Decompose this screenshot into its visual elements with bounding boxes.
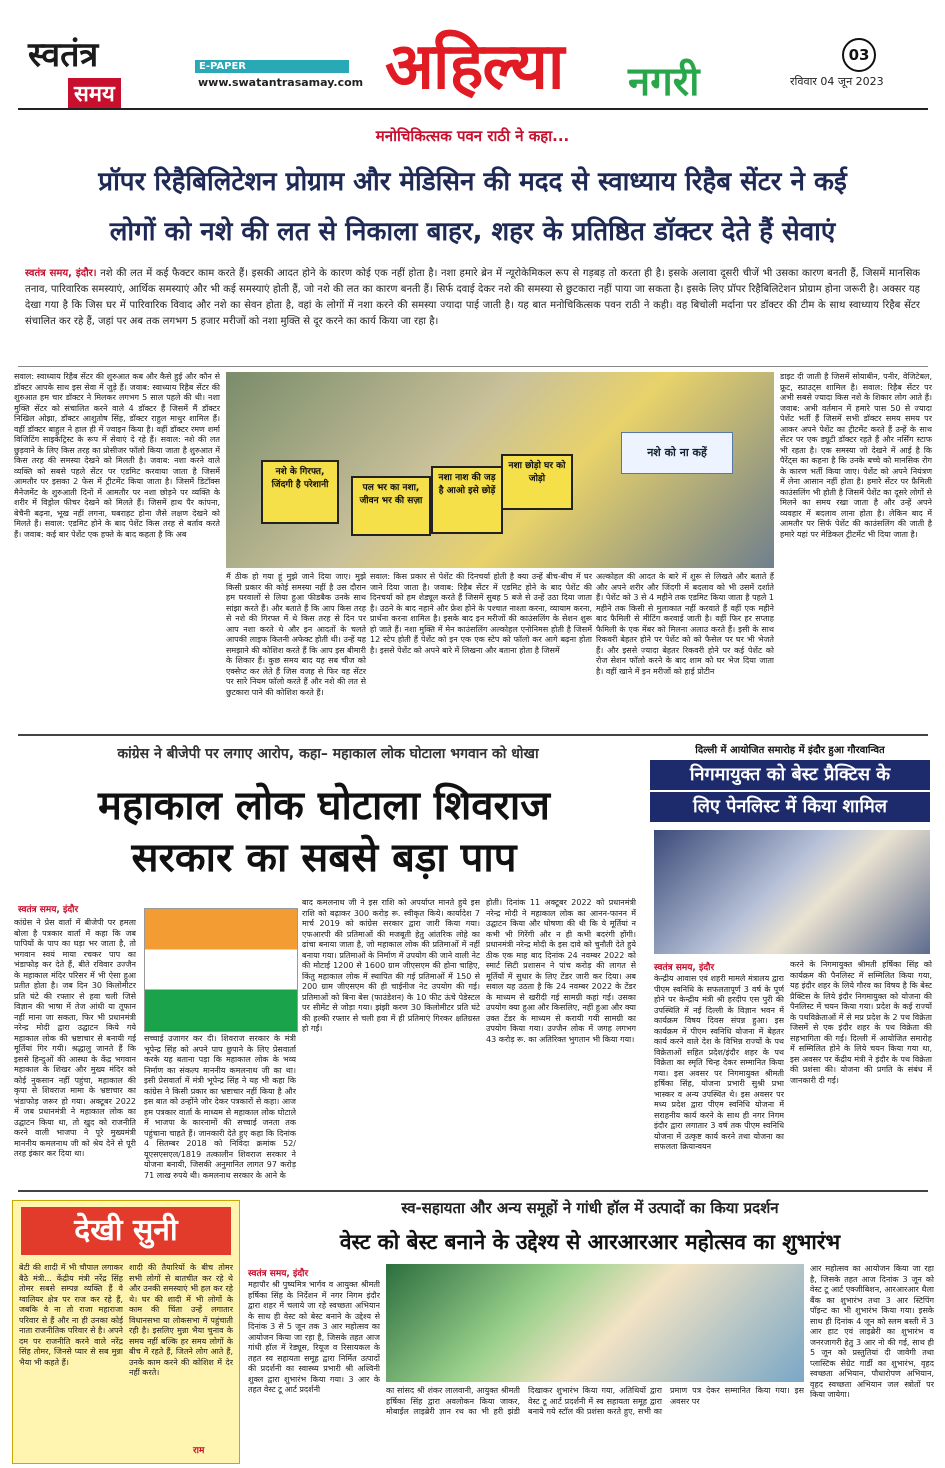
story2-side-badge: दिल्ली में आयोजित समारोह में इंदौर हुआ गौरवान्वित bbox=[695, 745, 885, 756]
site-url[interactable]: www.swatantrasamay.com bbox=[198, 76, 364, 89]
story1-headline-line1: प्रॉपर रिहैबिलिटेशन प्रोग्राम और मेडिसिन की मदद से स्वाध्याय रिहैब सेंटर ने कई bbox=[98, 167, 847, 197]
story1-intro bbox=[25, 266, 920, 362]
story1-intro-text: नशे की लत में कई फैक्टर काम करते हैं। इसकी आदत होने के कारण कोई एक नहीं होता है। नशा हमारे ब्रेन में न्यूरोकेमिकल रूप से गड़बड़ तो करता ही है। इसके अलावा दूसरी चीजें भी उसका कारण बनती हैं, जिसमें मानसिक तनाव, पारिवारिक समस्याएं, आर्थिक समस्याएं और भी कई समस्याएं होती हैं, जो नशे की लत का कारण बनती हैं। सिर्फ दवाई देकर नशे की समस्या से छुटकारा नहीं पाया जा सकता है। इसके लिए प्रॉपर रिहैबिलिटेशन प्रोग्राम होना जरूरी है। अक्सर यह देखा गया है कि जिस घर में पारिवारिक विवाद और नशे का सेवन होता है, वहां के लोगों में नशा करने की समस्या ज्यादा पाई जाती है। यह बात मनोचिकित्सक पवन राठी ने कही। वह बिचोली मर्दाना पर डॉक्टर की टीम के साथ स्वाध्याय रिहैब सेंटर संचालित कर रहे हैं, जहां पर अब तक लगभग 5 हजार मरीजों को नशा मुक्ति से दूर करने का कार्य किया जा रहा है। bbox=[25, 268, 920, 327]
dekhi-suni-text2: शादी की तैयारियों के बीच तोमर सभी लोगों से बातचीत कर रहे थे और उनकी समस्याएं भी हल कर रहे थे। घर की शादी में भी लोगों के काम की चिंता उन्हें लगातार विधानसभा या लोकसभा में पहुंचाती रही है। इसलिए मुन्ना भैया चुनाव के समय नहीं बल्कि हर समय लोगों के बीच में रहते हैं, जितने लोग आते हैं, उनके काम करने की कोशिश में देर नहीं करते। bbox=[129, 1263, 233, 1377]
page-number: 03 bbox=[842, 38, 876, 72]
photo-sign: पल भर का नशा, जीवन भर की सज़ा bbox=[351, 476, 431, 536]
brand-top: स्वतंत्र bbox=[28, 35, 99, 75]
story1-kicker: मनोचिकित्सक पवन राठी ने कहा... bbox=[375, 127, 570, 145]
story1-photo bbox=[226, 372, 774, 568]
masthead-title: अहिल्या bbox=[385, 30, 564, 104]
masthead-subtitle: नगरी bbox=[628, 59, 700, 105]
story3-caption: का सांसद श्री शंकर लालवानी, आयुक्त श्रीमती हर्षिका सिंह द्वारा अवलोकन किया जाकर, मोबाईल लाइब्रेरी ज्ञान रथ का भी हरी झंडी दिखाकर शुभारंभ किया गया, अतिथियों द्वारा वेस्ट टू आर्ट प्रदर्शनी में स्व सहायता समूह द्वारा बनाये गये स्टॉल की प्रशंसा करते हुए, सभी का प्रमाण पत्र देकर सम्मानित किया गया। इस अवसर पर bbox=[386, 1386, 804, 1416]
story3-kicker: स्व-सहायता और अन्य समूहों ने गांधी हॉल में उत्पादों का किया प्रदर्शन bbox=[401, 1199, 779, 1217]
story2-col4: होती। दिनांक 11 अक्टूबर 2022 को प्रधानमंत्री नरेन्द्र मोदी ने महाकाल लोक का आनन-फानन में उद्घाटन किया और घोषणा की थी कि ये मूर्तियां न कभी भी गिरेंगी और न ही कभी बदरंगी होंगी। प्रधानमंत्री नरेन्द्र मोदी के इस दावे को चुनौती देते हुये ठीक एक माह बाद दिनांक 24 नवम्बर 2022 को स्मार्ट सिटी प्रशासन ने पांच करोड़ की लागत से मूर्तियों में सुधार के लिए टेंडर जारी कर दिया। अब सवाल यह उठता है कि 24 नवम्बर 2022 के टेंडर के माध्यम से खरीदी गई सामग्री कहां गई। उसका उपयोग क्या हुआ और किसलिए, नहीं हुआ और क्या उक्त टेंडर के माध्यम से करायी गयी सामग्री का उपयोग किया गया। उज्जैन लोक में जगह लगभग 43 करोड़ रू. का अतिरिक्त भुगतान भी किया गया। bbox=[486, 898, 636, 1044]
dekhi-suni-title: देखी सुनी bbox=[21, 1207, 231, 1255]
story1-col2: मैं ठीक हो गया हूं मुझे जाने दिया जाए। मुझे किसी प्रकार की कोई समस्या नहीं है उस दौरान हम घरवालों से लिया हुआ फीडबैक उनके साथ सांझा करते हैं। और बताते हैं कि आप किस तरह से नशे की गिरफ्त में थे किस तरह से दिन पर आप नशा करते थे और इन आदतों के चलते आपकी लाइफ कितनी अफेक्ट होती थी। उन्हें यह समझाने की कोशिश करते हैं कि आप इस बीमारी के शिकार हैं। कुछ समय बाद यह सब चीज को एक्सेप्ट कर लेते हैं जिस वजह से फिर वह सेंटर पर सारे नियम फॉलो करते हैं और नशे की लत से छुटकारा पाने की कोशिश करते हैं। bbox=[226, 572, 366, 697]
dekhi-suni-text1: बेटी की शादी में भी चौपाल लगाकर बैठे मंत्री... केंद्रीय मंत्री नरेंद्र सिंह तोमर सबसे सम्पन्न व्यक्ति हैं वे ग्वालियर क्षेत्र पर राज कर रहे हैं, जबकि वे ना तो राजा महाराजा परिवार से हैं और ना ही उनका कोई नाता राजनीतिक परिवार से है। अपने दम पर राजनीति करने वाले नरेंद्र सिंह तोमर, जिनसे प्यार से सब मुन्ना भैया भी कहते हैं। bbox=[19, 1263, 123, 1367]
story2-byline: स्वतंत्र समय, इंदौर bbox=[18, 905, 79, 915]
epaper-badge: E-PAPER bbox=[195, 60, 349, 73]
photo-banner: नशे को ना कहें bbox=[621, 432, 733, 474]
photo-sign: नशा नाश की जड़ है आओ इसे छोड़ें bbox=[431, 466, 503, 534]
story2-side-byline: स्वतंत्र समय, इंदौर bbox=[654, 963, 715, 973]
story1-col4: अल्कोहल की आदत के बारे में शुरू से लिखते और बताते हैं और अपने शरीर और जिंदगी में बदलाव को भी उसमें दर्शाते हैं। पेशेंट को 3 से 4 महीने तक एडमिट किया जाता है पहले 1 महीने तक किसी से मुलाकात नहीं करवाते हैं वहीं एक महीने बाद फैमिली से मीटिंग करवाई जाती है। वहीं फिर हर सप्ताह फैमिली के एक मेंबर को मिलना अलाउ करते हैं। इसी के साथ रिकवरी बेहतर होने पर पेशेंट को को फैसेल पर घर भी भेजते हैं। और इससे ज्यादा बेहतर रिकवरी होने पर कई पेशेंट को रोज सेशन फॉलो करने के बाद शाम को घर भेज दिया जाता है। वहीं खाने में इन मरीजों को हाई प्रोटीन bbox=[596, 572, 774, 676]
story3-headline: वेस्ट को बेस्ट बनाने के उद्देश्य से आरआरआर महोत्सव का शुभारंभ bbox=[339, 1230, 841, 1254]
story2-side-headline-line2: लिए पेनलिस्ट में किया शामिल bbox=[650, 792, 930, 822]
story3-byline: स्वतंत्र समय, इंदौर bbox=[248, 1269, 309, 1279]
ceremony-photo bbox=[654, 830, 930, 954]
brand-bottom: समय bbox=[68, 78, 121, 108]
story3-col2: आर महोत्सव का आयोजन किया जा रहा है, जिसके तहत आज दिनांक 3 जून को वेस्ट टू आर्ट एक्जीबिशन, आरआरआर थैला बैंक का शुभारंभ तथा 3 आर स्टिपिंग पॉइन्ट का भी शुभारंभ किया गया। इसके साथ ही दिनांक 4 जून को स्लम बस्ती में 3 आर हाट एवं लाइब्रेरी का शुभारंभ व जनरजागरी हेतु 3 आर नो की गई, साथ ही 5 जून को प्रस्तुतियां दी जावेगी तथा प्लास्टिक सेग्रेट गार्डी का शुभारंभ, वृहद स्वच्छता अभियान, पौधारोपण अभियान, वृहद स्वच्छता अभियान जल स्त्रोतों पर किया जायेगा। bbox=[810, 1264, 934, 1399]
story1-byline: स्वतंत्र समय, इंदौर। bbox=[25, 268, 97, 279]
masthead bbox=[0, 0, 945, 112]
story2-col1: कांग्रेस ने प्रेस वार्ता में बीजेपी पर हमला बोला है पत्रकार वार्ता में कहा कि जब पापियों के पाप का घड़ा भर जाता है, तो भगवान स्वयं माया रचकर पाप का भंडाफोड़ कर देते हैं, बीते रविवार उज्जैन के महाकाल मंदिर परिसर में भी ऐसा हुआ प्रतीत होता है। जब दिन 30 किलोमीटर प्रति घंटे की रफ्तार से हवा चली जिसे विज्ञान की भाषा में तेज आंधी या तूफान नहीं माना जा सकता, फिर भी प्रधानमंत्री नरेन्द्र मोदी द्वारा उद्घाटन किये गये महाकाल लोक की भ्रष्टाचार से बनायी गई मूर्तियां गिर गयी। श्रद्धालु जानते हैं कि इससे हिन्दुओं की आस्था के केंद्र भगवान महाकाल के शिखर और मुख्य मंदिर को कोई नुकसान नहीं पहुंचा, महाकाल की कृपा से शिवराज मामा के भ्रष्टाचार का भंडाफोड़ जरूर हो गया। अक्टूबर 2022 में जब प्रधानमंत्री ने महाकाल लोक का उद्घाटन किया था, तो खुद को राजनीति करने वाली भाजपा ने पूरे मुख्यमंत्री माननीय कमलनाथ जी को श्रेय देने से पूरी तरह इंकार कर दिया था। bbox=[14, 918, 136, 1158]
story2-col5: करने के निगमायुक्त श्रीमती हर्षिका सिंह को कार्यक्रम की पैनलिस्ट में सम्मिलित किया गया, यह इंदौर शहर के लिये गौरव का विषय है कि बेस्ट प्रैक्टिस के लिये इंदौर निगमायुक्त को योजना की पैनलिस्ट में चयन किया गया। प्रदेश के कई राज्यों के पथविक्रेताओं में से मप्र प्रदेश के 2 पथ विक्रेता जिसमें से एक इंदौर शहर के पथ विक्रेता की सहभागिता की गई। दिल्ली में आयोजित समारोह में सम्मिलित होने के लिये चयन किया गया था, इस अवसर पर केंद्रीय मंत्री ने इंदौर के पथ विक्रेता की प्रशंसा की। योजना की प्रगति के संबंध में जानकारी दी गई। bbox=[790, 960, 932, 1085]
date: रविवार 04 जून 2023 bbox=[790, 75, 884, 88]
event-photo bbox=[386, 1264, 804, 1382]
story2-col3: बाद कमलनाथ जी ने इस राशि को अपर्याप्त मानते हुये इस राशि को बढ़ाकर 300 करोड़ रू. स्वीकृत किये। कार्यादेश 7 मार्च 2019 को कांग्रेस सरकार द्वारा जारी किया गया। एफआरपी की प्रतिमाओं की मजबूती हेतु आंतरिक लोहे का ढांचा बनाया जाता है, जो महाकाल लोक की प्रतिमाओं में नहीं बनाया गया। प्रतिमाओं के निर्माण में उपयोग की जाने वाली नेट की मोटाई 1200 से 1600 ग्राम जीएसएम की होना चाहिए, किंतु महाकाल लोक में स्थापित की गई प्रतिमाओं में 150 से 200 ग्राम जीएसएम की ही चाईनीज नेट उपयोग की गई। प्रतिमाओं को बिना बेस (फाउंडेशन) के 10 फीट ऊंचे पेडेस्टल पर सीमेंट से जोड़ा गया। झंझी करण 30 किलोमीटर प्रति घंटे की हल्की रफ्तार से चली हवा में ही प्रतिमाएं गिरकर क्षतिग्रस्त हो गईं। bbox=[302, 898, 480, 1033]
dekhi-suni-sign: राम bbox=[193, 1446, 205, 1456]
story1-headline-line2: लोगों को नशे की लत से निकाला बाहर, शहर के प्रतिष्ठित डॉक्टर देते हैं सेवाएं bbox=[109, 217, 836, 247]
photo-sign: नशा छोड़ो घर को जोड़ो bbox=[501, 454, 573, 510]
story1-col1: सवाल: स्वाध्याय रिहैब सेंटर की शुरुआत कब और कैसे हुई और कौन से डॉक्टर आपके साथ इस सेवा में जुड़े हैं। जवाब: स्वाध्याय रिहैब सेंटर की शुरुआत हम चार डॉक्टर ने मिलकर लगभग 5 साल पहले की थी। नशा मुक्ति सेंटर को संचालित करने वाले 4 डॉक्टर हैं जिसमें मैं डॉक्टर निखिल ओझा, डॉक्टर आशुतोष सिंह, डॉक्टर राहुल माथुर शामिल हैं। वहीं डॉक्टर बाहुल ने हाल ही में ज्वाइन किया है। वहीं डॉक्टर रमण शर्मा विजिटिंग साइकेट्रिस्ट के रूप में सेवाएं दे रहे हैं। सवाल: नशे की लत छुड़वाने के लिए किस तरह का प्रोसीजर फॉलो किया जाता है शुरुआत में किस तरह की समस्या देखने को मिलती है। जवाब: नशा करने वाले व्यक्ति को सबसे पहले सेंटर पर एडमिट करवाया जाता है जिसमें आमतौर पर इसका 2 फेस में ट्रीटमेंट किया जाता है। जिसमें डिटॉक्स मैनेजमेंट के शुरुआती दिनों में आमतौर पर नशा छोड़ने पर व्यक्ति के शरीर में विड्रोल फीचर देखने को मिलते हैं। जिसमें हाथ पैर कांपना, बेचैनी बढ़ना, भूख नहीं लगना, घबराहट होना जैसे लक्षण देखने को मिलते हैं। सवाल: एडमिट होने के बाद पेशेंट किस तरह से बर्ताव करते हैं। जवाब: कई बार पेशेंट एक हफ्ते के बाद कहता है कि अब bbox=[14, 372, 220, 539]
story2-col2: सच्चाई उजागर कर दी। शिवराज सरकार के मंत्री भूपेन्द्र सिंह को अपने पाप छुपाने के लिए प्रेसवार्ता करके यह बताना पड़ा कि महाकाल लोक के भव्य निर्माण का संकल्प माननीय कमलनाथ जी का था। इसी प्रेसवार्ता में मंत्री भूपेन्द्र सिंह ने यह भी कहा कि कांग्रेस ने किसी प्रकार का भ्रष्टाचार नहीं किया है और इस बात को उन्होंने जोर देकर पत्रकारों से कहा। आज हम पत्रकार वार्ता के माध्यम से महाकाल लोक घोटाले में भाजपा के कारनामों की सच्चाई जनता तक पहुंचाना चाहते हैं। जानकारी देते हुए कहा कि दिनांक 4 सितम्बर 2018 को निविदा क्रमांक 52/ यूएसएसएल/1819 तत्कालीन शिवराज सरकार ने योजना बनायी, जिसकी अनुमानित लागत 97 करोड़ 71 लाख रुपये थी। कमलनाथ सरकार के आने के bbox=[144, 1034, 296, 1180]
story1-col3: सवाल: किस प्रकार से पेशेंट की दिनचर्या होती है क्या उन्हें बीच-बीच में घर जाने दिया जाता है। जवाब: रिहैब सेंटर में एडमिट होने के बाद पेशेंट की दिनचर्या को हम शेड्यूल करते हैं जिसमें सुबह 5 बजे से उन्हें उठा दिया जाता है। उठने के बाद नहाने और फ्रेश होने के पश्चात नाश्ता करना, व्यायाम करना, प्रार्थना करना शामिल है। इसके बाद इन मरीजों की काउंसलिंग के सेशन शुरू हो जाते हैं। नशा मुक्ति में मेन काउंसलिंग अल्कोहल एनोनिमस होती है जिसमें 12 स्टेप होती हैं पेशेंट को इन एक एक स्टेप को फॉलो कर आगे बढ़ना होता है। इससे पेशेंट को अपने बारे में लिखना और बताना होता है जिसमें bbox=[370, 572, 592, 655]
story3-col1: महापौर श्री पुष्यमित्र भार्गव व आयुक्त श्रीमती हर्षिका सिंह के निर्देशन में नगर निगम इंदौर द्वारा शहर में चलाये जा रहे स्वच्छता अभियान के साथ ही वेस्ट को बेस्ट बनाने के उद्देश्य से दिनांक 3 से 5 जून तक 3 आर महोत्सव का आयोजन किया जा रहा है, जिसके तहत आज गांधी हॉल में रेड्यूस, रियूज व रिसायकल के तहत स्व सहायता समूह द्वारा निर्मित उत्पादों की प्रदर्शनी का स्वास्थ्य प्रभारी श्री अश्विनी शुक्ल द्वारा शुभारंभ किया गया। 3 आर के तहत वेस्ट टू आर्ट प्रदर्शनी bbox=[248, 1280, 380, 1394]
photo-sign: नशे के गिरफ्त, जिंदगी है परेशानी bbox=[261, 460, 339, 524]
story2-headline-line2: सरकार का सबसे बड़ा पाप bbox=[131, 835, 517, 881]
story2-side-headline-line1: निगमायुक्त को बेस्ट प्रैक्टिस के bbox=[650, 760, 930, 790]
congress-flags-image bbox=[144, 908, 298, 1032]
dekhi-suni-box bbox=[12, 1200, 240, 1464]
story2-kicker: कांग्रेस ने बीजेपी पर लगाए आरोप, कहा– महाकाल लोक घोटाला भगवान को धोखा bbox=[117, 746, 539, 762]
story2-headline-line1: महाकाल लोक घोटाला शिवराज bbox=[98, 783, 550, 829]
story1-col5: डाइट दी जाती है जिसमें सोयाबीन, पनीर, वेजिटेबल, फ्रूट, स्प्राउट्स शामिल है। सवाल: रिहैब सेंटर पर अभी सबसे ज्यादा किस नशे के शिकार लोग आते हैं। जवाब: अभी वर्तमान में हमारे पास 50 से ज्यादा पेशेंट भर्ती हैं जिसमें सभी डॉक्टर समय समय पर आकर अपने पेशेंट का ट्रीटमेंट करते हैं उन्हें के साथ सेंटर पर एक ड्यूटी डॉक्टर रहते हैं और नर्सिंग स्टाफ भी रहता है। एक समस्या जो देखने में आई है कि पैरेंट्स का कहना है कि उनके बच्चे को मानसिक रोग के कारण भर्ती किया जाए। पेशेंट को अपने नियंत्रण में लेना आसान नहीं होता है। हमारे सेंटर पर फ़ैमिली काउंसलिंग भी होती है जिसमें पेशेंट का दूसरे लोगों से मिलने का समय रखा जाता है और उन्हें अपने व्यवहार में बदलाव लाना होता है। लेकिन बाद में आमतौर पर सिर्फ पेशेंट की काउंसलिंग की जाती है हमारे यहां पर मेडिकल ट्रीटमेंट भी दिया जाता है। bbox=[780, 372, 932, 539]
story2-side-text: केन्द्रीय आवास एवं शहरी मामले मंत्रालय द्वारा पीएम स्वनिधि के सफलतापूर्ण 3 वर्ष के पूर्ण होने पर केन्द्रीय मंत्री श्री हरदीप एस पुरी की उपस्थिति में नई दिल्ली के विज्ञान भवन में कार्यक्रम विषय दिवस संपन्न हुआ। इस कार्यक्रम में पीएम स्वनिधि योजना में बेहतर कार्य करने वाले देश के विभिन्न राज्यों के पथ विक्रेताओं सहित प्रदेश/इंदौर शहर के पथ विक्रेता का स्मृति चिन्ह देकर सम्मानित किया गया। इस अवसर पर निगमायुक्त श्रीमती हर्षिका सिंह, योजना प्रभारी सुश्री प्रभा भास्कर व अन्य उपस्थित थे। इस अवसर पर मध्य प्रदेश द्वारा पीएम स्वनिधि योजना में सराहनीय कार्य करने के साथ ही नगर निगम इंदौर द्वारा लगातार 3 वर्ष तक पीएम स्वनिधि योजना में उत्कृष्ट कार्य करने तथा योजना का सफलता क्रियान्वयन bbox=[654, 974, 784, 1151]
